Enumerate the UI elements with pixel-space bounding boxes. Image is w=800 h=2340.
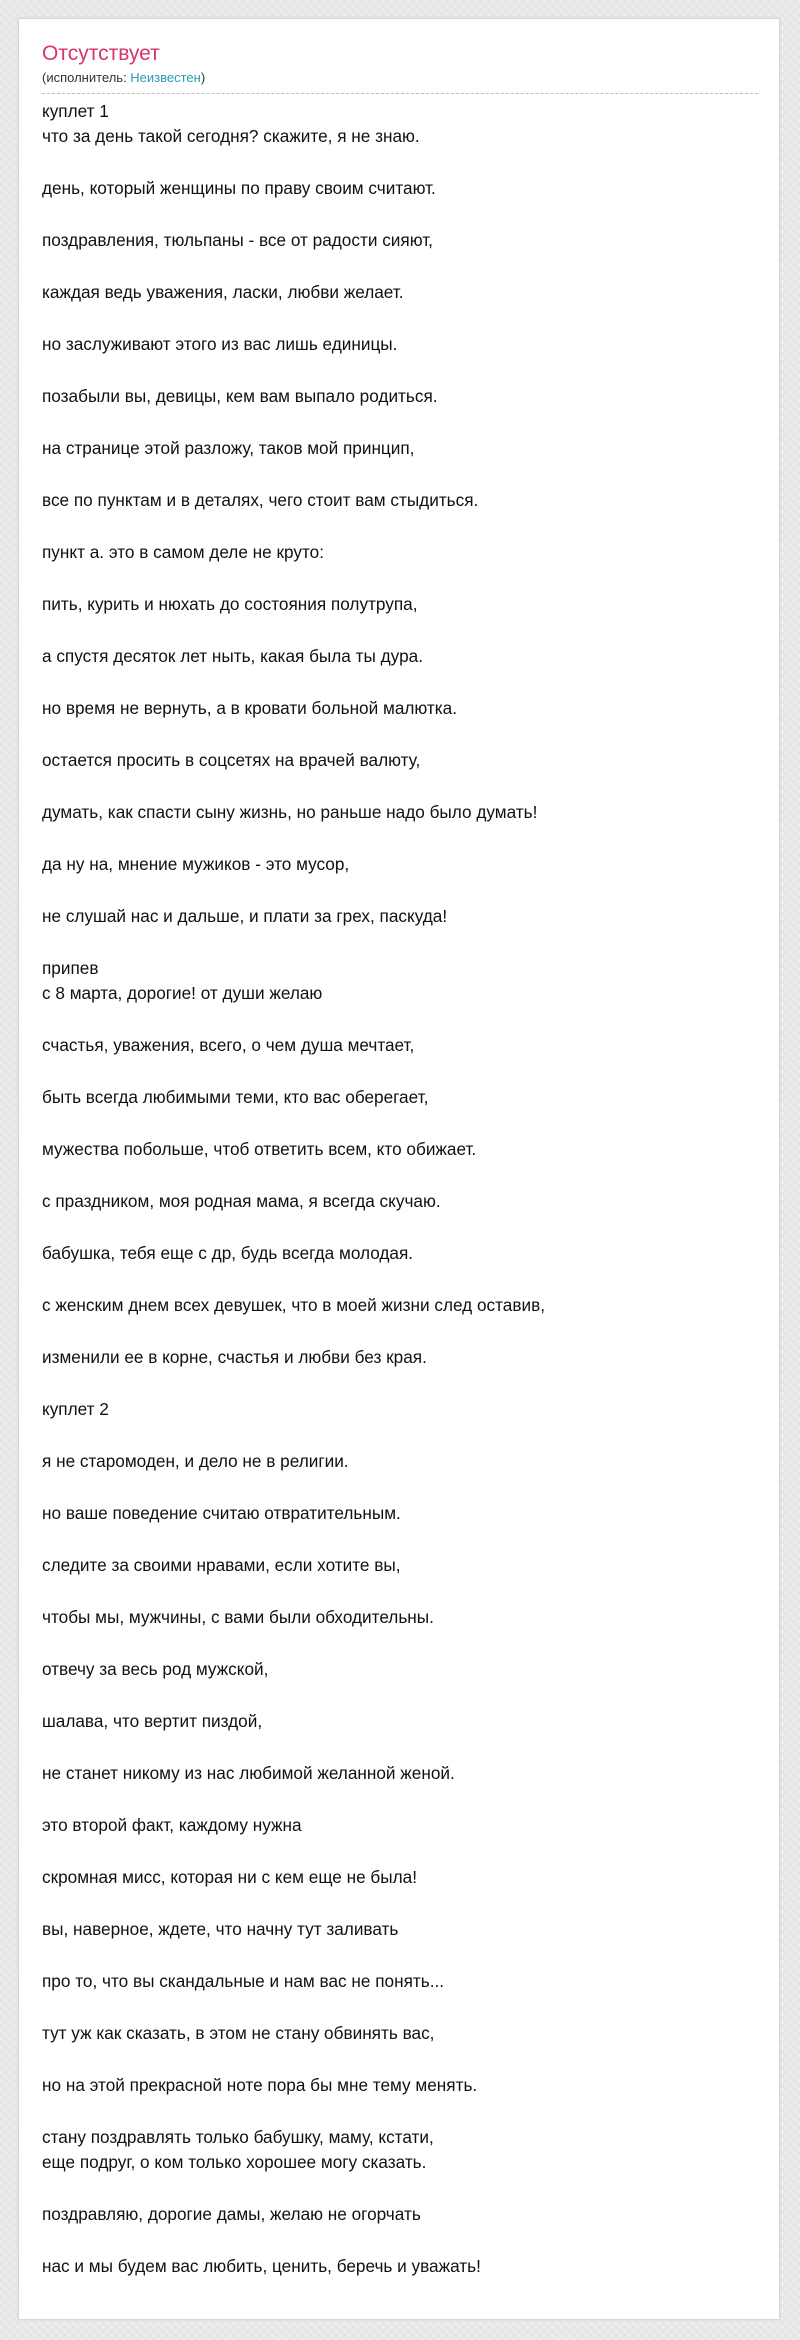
lyric-line: остается просить в соцсетях на врачей валюту, <box>42 750 421 770</box>
lyric-line: а спустя десяток лет ныть, какая была ты дура. <box>42 646 423 666</box>
lyric-line: мужества побольше, чтоб ответить всем, кто обижает. <box>42 1139 477 1159</box>
header-divider <box>42 93 758 94</box>
artist-prefix: (исполнитель: <box>42 70 131 85</box>
lyrics-card <box>18 18 780 2320</box>
artist-link[interactable]: Неизвестен <box>130 70 201 85</box>
lyrics-body <box>42 99 758 2279</box>
lyric-line: но время не вернуть, а в кровати больной малютка. <box>42 698 458 718</box>
lyric-line: день, который женщины по праву своим считают. <box>42 178 436 198</box>
lyric-line: следите за своими нравами, если хотите вы, <box>42 1555 401 1575</box>
lyric-line: тут уж как сказать, в этом не стану обвинять вас, <box>42 2023 435 2043</box>
lyric-line: это второй факт, каждому нужна <box>42 1815 302 1835</box>
lyric-line: еще подруг, о ком только хорошее могу сказать. <box>42 2152 427 2172</box>
lyric-line: чтобы мы, мужчины, с вами были обходительны. <box>42 1607 434 1627</box>
lyric-line: стану поздравлять только бабушку, маму, кстати, <box>42 2127 434 2147</box>
lyric-line: что за день такой сегодня? скажите, я не знаю. <box>42 126 420 146</box>
section-heading: куплет 1 <box>42 101 109 121</box>
lyric-line: поздравляю, дорогие дамы, желаю не огорчать <box>42 2204 421 2224</box>
lyric-line: скромная мисс, которая ни с кем еще не была! <box>42 1867 417 1887</box>
lyric-line: шалава, что вертит пиздой, <box>42 1711 263 1731</box>
lyric-line: но заслуживают этого из вас лишь единицы. <box>42 334 398 354</box>
lyric-line: изменили ее в корне, счастья и любви без края. <box>42 1347 427 1367</box>
song-header <box>42 41 758 87</box>
lyric-line: да ну на, мнение мужиков - это мусор, <box>42 854 350 874</box>
lyric-line: все по пунктам и в деталях, чего стоит вам стыдиться. <box>42 490 479 510</box>
artist-suffix: ) <box>200 70 206 85</box>
lyric-line: не станет никому из нас любимой желанной женой. <box>42 1763 455 1783</box>
lyric-line: думать, как спасти сыну жизнь, но раньше надо было думать! <box>42 802 538 822</box>
lyric-line: с 8 марта, дорогие! от души желаю <box>42 983 323 1003</box>
lyric-line: быть всегда любимыми теми, кто вас оберегает, <box>42 1087 429 1107</box>
lyric-line: бабушка, тебя еще с др, будь всегда молодая. <box>42 1243 414 1263</box>
section-heading: припев <box>42 958 99 978</box>
lyric-line: отвечу за весь род мужской, <box>42 1659 269 1679</box>
lyric-line: с праздником, моя родная мама, я всегда скучаю. <box>42 1191 441 1211</box>
lyric-line: каждая ведь уважения, ласки, любви желает. <box>42 282 404 302</box>
artist-line <box>42 69 758 87</box>
lyric-line: пункт а. это в самом деле не круто: <box>42 542 324 562</box>
lyric-line: на странице этой разложу, таков мой принцип, <box>42 438 415 458</box>
lyric-line: счастья, уважения, всего, о чем душа мечтает, <box>42 1035 415 1055</box>
lyric-line: вы, наверное, ждете, что начну тут заливать <box>42 1919 399 1939</box>
section-heading: куплет 2 <box>42 1399 109 1419</box>
lyric-line: про то, что вы скандальные и нам вас не понять... <box>42 1971 445 1991</box>
lyric-line: позабыли вы, девицы, кем вам выпало родиться. <box>42 386 438 406</box>
lyric-line: с женским днем всех девушек, что в моей жизни след оставив, <box>42 1295 545 1315</box>
lyric-line: нас и мы будем вас любить, ценить, беречь и уважать! <box>42 2256 481 2276</box>
lyric-line: я не старомоден, и дело не в религии. <box>42 1451 349 1471</box>
lyric-line: но ваше поведение считаю отвратительным. <box>42 1503 401 1523</box>
lyric-line: не слушай нас и дальше, и плати за грех, паскуда! <box>42 906 448 926</box>
song-title: Отсутствует <box>42 42 160 65</box>
lyric-line: пить, курить и нюхать до состояния полутрупа, <box>42 594 418 614</box>
lyric-line: но на этой прекрасной ноте пора бы мне тему менять. <box>42 2075 478 2095</box>
lyric-line: поздравления, тюльпаны - все от радости сияют, <box>42 230 433 250</box>
